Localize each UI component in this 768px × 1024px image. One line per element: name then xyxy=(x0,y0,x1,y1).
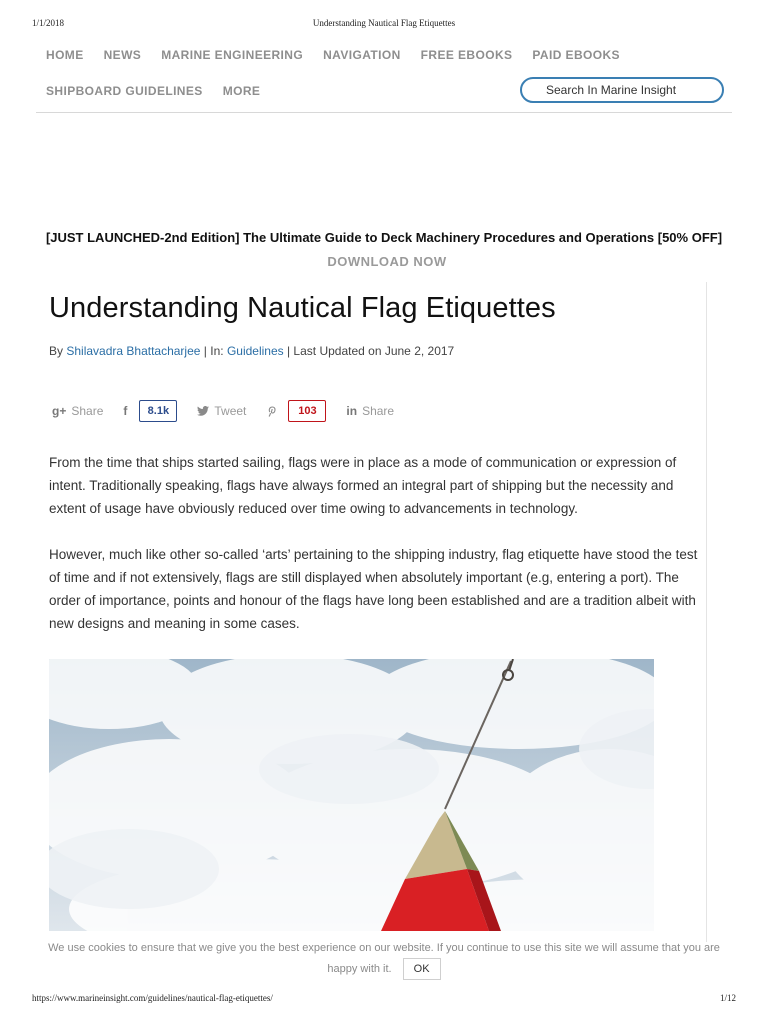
cookie-notice xyxy=(36,938,732,980)
tweet-label: Tweet xyxy=(214,404,247,418)
print-footer xyxy=(32,993,736,1005)
nav-item-news[interactable]: NEWS xyxy=(103,48,142,62)
print-page-title: Understanding Nautical Flag Etiquettes xyxy=(312,18,456,28)
google-share-label: Share xyxy=(71,404,104,418)
download-now-link[interactable]: DOWNLOAD NOW xyxy=(327,254,447,269)
google-share-button[interactable] xyxy=(52,404,103,418)
nav-item-more[interactable]: MORE xyxy=(222,84,261,98)
article-image xyxy=(49,659,654,931)
facebook-share-button[interactable] xyxy=(123,400,177,422)
promo-text: [JUST LAUNCHED-2nd Edition] The Ultimate Guide to Deck Machinery Procedures and Operations [50% OFF] xyxy=(45,230,723,245)
print-date: 1/1/2018 xyxy=(32,18,65,28)
linkedin-share-label: Share xyxy=(362,404,395,418)
search-input[interactable] xyxy=(520,77,724,103)
google-plus-icon: g+ xyxy=(52,404,67,418)
facebook-icon: f xyxy=(123,404,128,418)
nav-item-home[interactable]: HOME xyxy=(46,48,84,62)
pinterest-share-count: 103 xyxy=(288,400,326,422)
byline xyxy=(49,344,454,358)
sidebar-divider xyxy=(706,282,707,942)
print-header xyxy=(32,16,736,30)
twitter-icon xyxy=(197,406,209,416)
facebook-share-count: 8.1k xyxy=(139,400,177,422)
cookie-text: We use cookies to ensure that we give you the best experience on our website. If you continue to use this site we will assume that you are happy with it. xyxy=(48,942,720,975)
nav-row-primary xyxy=(46,48,620,62)
by-label: By xyxy=(49,344,64,358)
category-link[interactable]: Guidelines xyxy=(226,344,284,358)
print-page-number: 1/12 xyxy=(719,993,736,1003)
flag-photo xyxy=(49,659,654,931)
nav-item-navigation[interactable]: NAVIGATION xyxy=(323,48,401,62)
nav-row-secondary xyxy=(46,84,260,98)
nav-item-marine-engineering[interactable]: MARINE ENGINEERING xyxy=(161,48,304,62)
updated-date: | Last Updated on June 2, 2017 xyxy=(286,344,455,358)
linkedin-icon: in xyxy=(346,404,358,418)
linkedin-share-button[interactable] xyxy=(346,404,394,418)
main-nav xyxy=(36,40,732,113)
nav-item-shipboard-guidelines[interactable]: SHIPBOARD GUIDELINES xyxy=(46,84,203,98)
promo-banner xyxy=(36,226,732,274)
article-title: Understanding Nautical Flag Etiquettes xyxy=(49,292,556,324)
twitter-share-button[interactable] xyxy=(197,404,246,418)
nav-item-free-ebooks[interactable]: FREE EBOOKS xyxy=(420,48,513,62)
in-label: | In: xyxy=(203,344,224,358)
cookie-ok-button[interactable]: OK xyxy=(403,958,441,980)
search-placeholder: Search In Marine Insight xyxy=(546,83,677,97)
article-paragraph: From the time that ships started sailing, flags were in place as a mode of communication or expression of intent. Traditionally speaking, flags have always formed an integral part of shipping but the necessity and extent of usage have obviously reduced over time owing to advancements in technology. xyxy=(49,455,677,516)
author-link[interactable]: Shilavadra Bhattacharjee xyxy=(66,344,201,358)
share-bar xyxy=(52,399,414,423)
pinterest-share-button[interactable] xyxy=(266,400,326,422)
nav-item-paid-ebooks[interactable]: PAID EBOOKS xyxy=(532,48,620,62)
print-url: https://www.marineinsight.com/guidelines/nautical-flag-etiquettes/ xyxy=(32,993,273,1003)
article-paragraph: However, much like other so-called ‘arts’ pertaining to the shipping industry, flag etiquette have stood the test of time and if not extensively, flags are still displayed when absolutely important (e.g, entering a port). The order of importance, points and honour of the flags have long been established and are a tradition albeit with new designs and meaning in some cases. xyxy=(49,547,698,631)
pinterest-icon xyxy=(266,405,276,417)
